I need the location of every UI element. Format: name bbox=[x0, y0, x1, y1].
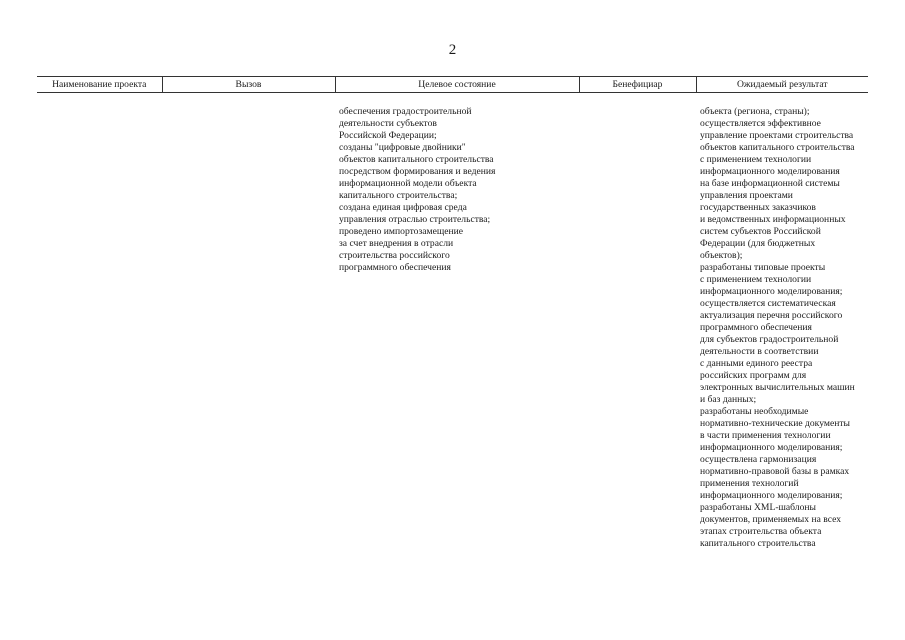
text-line: с применением технологии bbox=[700, 274, 812, 285]
text-line: созданы "цифровые двойники" bbox=[339, 142, 466, 153]
text-line: программного обеспечения bbox=[700, 322, 812, 333]
text-line: разработаны типовые проекты bbox=[700, 262, 826, 273]
text-line: электронных вычислительных машин bbox=[700, 382, 855, 393]
text-line: информационного моделирования; bbox=[700, 286, 843, 297]
column-header-expected-result: Ожидаемый результат bbox=[696, 77, 868, 93]
text-line: управления отраслью строительства; bbox=[339, 214, 491, 225]
text-line: разработаны XML-шаблоны bbox=[700, 502, 816, 513]
text-line: деятельности в соответствии bbox=[700, 346, 819, 357]
text-line: создана единая цифровая среда bbox=[339, 202, 467, 213]
cell-target-state bbox=[335, 93, 579, 551]
project-table bbox=[37, 76, 868, 550]
text-line: в части применения технологии bbox=[700, 430, 831, 441]
table-body bbox=[37, 93, 868, 551]
column-header-challenge: Вызов bbox=[162, 77, 335, 93]
text-line: информационного моделирования bbox=[700, 166, 840, 177]
text-line: капитального строительства; bbox=[339, 190, 458, 201]
text-line: объектов капитального строительства bbox=[700, 142, 855, 153]
header-row bbox=[37, 77, 868, 93]
text-line: этапах строительства объекта bbox=[700, 526, 822, 537]
text-line: Федерации (для бюджетных bbox=[700, 238, 816, 249]
text-line: информационного моделирования; bbox=[700, 442, 843, 453]
text-line: капитального строительства bbox=[700, 538, 816, 549]
column-header-target-state: Целевое состояние bbox=[335, 77, 579, 93]
text-line: управление проектами строительства bbox=[700, 130, 854, 141]
text-line: и баз данных; bbox=[700, 394, 757, 405]
text-line: применения технологий bbox=[700, 478, 799, 489]
cell-expected-result bbox=[696, 93, 868, 551]
text-line: объекта (региона, страны); bbox=[700, 106, 810, 117]
cell-beneficiary bbox=[579, 93, 696, 551]
column-header-project-name: Наименование проекта bbox=[37, 77, 162, 93]
text-line: систем субъектов Российской bbox=[700, 226, 821, 237]
text-line: программного обеспечения bbox=[339, 262, 451, 273]
text-line: Российской Федерации; bbox=[339, 130, 437, 141]
cell-project-name bbox=[37, 93, 162, 551]
cell-challenge bbox=[162, 93, 335, 551]
text-line: актуализация перечня российского bbox=[700, 310, 843, 321]
column-header-beneficiary: Бенефициар bbox=[579, 77, 696, 93]
table-header bbox=[37, 77, 868, 93]
text-line: посредством формирования и ведения bbox=[339, 166, 496, 177]
text-line: осуществляется эффективное bbox=[700, 118, 821, 129]
text-line: для субъектов градостроительной bbox=[700, 334, 839, 345]
table-row bbox=[37, 93, 868, 551]
text-line: разработаны необходимые bbox=[700, 406, 809, 417]
text-line: за счет внедрения в отрасли bbox=[339, 238, 454, 249]
text-line: объектов капитального строительства bbox=[339, 154, 494, 165]
text-line: объектов); bbox=[700, 250, 743, 261]
text-line: деятельности субъектов bbox=[339, 118, 437, 129]
text-line: российских программ для bbox=[700, 370, 807, 381]
text-line: документов, применяемых на всех bbox=[700, 514, 842, 525]
text-line: информационной модели объекта bbox=[339, 178, 477, 189]
text-line: и ведомственных информационных bbox=[700, 214, 846, 225]
text-line: осуществлена гармонизация bbox=[700, 454, 817, 465]
text-line: осуществляется систематическая bbox=[700, 298, 836, 309]
text-line: обеспечения градостроительной bbox=[339, 106, 472, 117]
text-line: строительства российского bbox=[339, 250, 450, 261]
text-line: с применением технологии bbox=[700, 154, 812, 165]
text-line: государственных заказчиков bbox=[700, 202, 816, 213]
text-line: с данными единого реестра bbox=[700, 358, 813, 369]
text-line: информационного моделирования; bbox=[700, 490, 843, 501]
text-line: управления проектами bbox=[700, 190, 793, 201]
text-line: нормативно-правовой базы в рамках bbox=[700, 466, 850, 477]
text-line: на базе информационной системы bbox=[700, 178, 840, 189]
text-line: нормативно-технические документы bbox=[700, 418, 850, 429]
text-line: проведено импортозамещение bbox=[339, 226, 464, 237]
page-number: 2 bbox=[448, 42, 457, 58]
